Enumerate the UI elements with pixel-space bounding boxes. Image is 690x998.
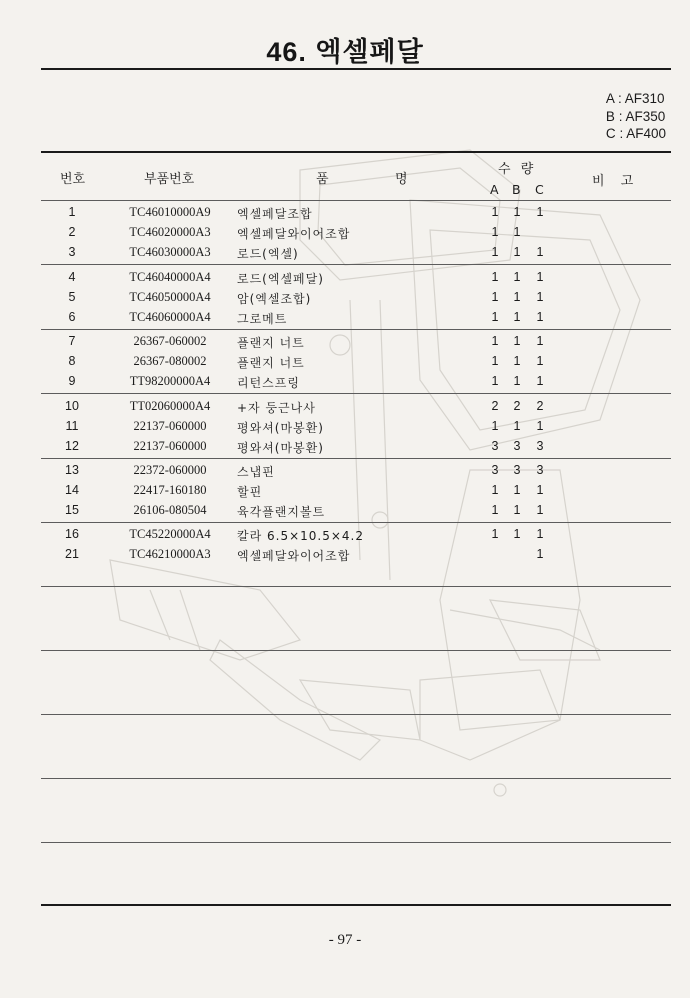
header-no: 번호	[60, 172, 86, 187]
header-qty-b: B	[512, 182, 521, 197]
table-row	[0, 225, 690, 245]
table-row	[0, 310, 690, 330]
part-number: TC46050000A4	[129, 290, 211, 304]
qty-b: 1	[513, 334, 521, 348]
part-name: +자 둥근나사	[237, 401, 316, 415]
qty-b: 1	[513, 205, 521, 219]
empty-row-divider	[41, 778, 671, 779]
qty-b: 1	[513, 374, 521, 388]
table-row	[0, 419, 690, 439]
page-title: 46. 엑셀페달	[266, 37, 424, 67]
part-number: 22137-060000	[133, 419, 207, 433]
part-name: 스냅핀	[237, 465, 275, 479]
qty-c: 1	[536, 483, 544, 497]
header-remark: 비 고	[592, 174, 640, 189]
qty-b: 1	[513, 419, 521, 433]
row-number: 16	[65, 527, 79, 541]
table-row	[0, 290, 690, 310]
table-row	[0, 334, 690, 354]
row-number: 7	[68, 334, 76, 348]
legend-key: A	[605, 91, 615, 106]
legend-sep: :	[618, 108, 623, 124]
qty-a: 1	[491, 270, 499, 284]
part-number: TC46030000A3	[129, 245, 211, 259]
table-bottom-rule	[41, 904, 671, 906]
table-row	[0, 245, 690, 265]
table-row	[0, 547, 690, 567]
table-top-rule	[41, 151, 671, 153]
part-name: 칼라 6.5×10.5×4.2	[237, 529, 364, 543]
part-name: 암(엑셀조합)	[237, 292, 312, 306]
table-row	[0, 527, 690, 547]
qty-b: 1	[513, 310, 521, 324]
part-name: 할핀	[237, 485, 263, 499]
row-number: 11	[65, 419, 79, 433]
row-number: 6	[68, 310, 76, 324]
qty-a: 2	[491, 399, 499, 413]
part-name: 평와셔(마봉환)	[237, 421, 324, 435]
part-name: 엑셀페달조합	[237, 207, 313, 221]
part-number: 22372-060000	[133, 463, 207, 477]
table-row	[0, 205, 690, 225]
header-name-2: 명	[395, 172, 408, 187]
qty-c: 1	[536, 270, 544, 284]
row-number: 21	[65, 547, 79, 561]
part-number: 22417-160180	[133, 483, 207, 497]
part-number: 22137-060000	[133, 439, 207, 453]
part-name: 로드(엑셀페달)	[237, 272, 324, 286]
qty-b: 3	[513, 439, 521, 453]
row-number: 8	[68, 354, 76, 368]
empty-row-divider	[41, 842, 671, 843]
legend-sep: :	[619, 126, 624, 141]
part-name: 엑셀페달와이어조합	[237, 549, 351, 563]
qty-c: 1	[536, 334, 544, 348]
part-name: 로드(엑셀)	[237, 247, 299, 261]
qty-c: 1	[536, 245, 544, 259]
legend-row-c	[606, 125, 666, 143]
qty-b: 1	[513, 270, 521, 284]
qty-a: 1	[491, 334, 499, 348]
legend-key: B	[605, 108, 615, 124]
part-number: TT02060000A4	[129, 399, 211, 413]
qty-c: 1	[536, 290, 544, 304]
table-row	[0, 483, 690, 503]
qty-a: 1	[491, 503, 499, 517]
table-row	[0, 354, 690, 374]
part-name: 플랜지 너트	[237, 356, 305, 370]
qty-a: 3	[491, 439, 499, 453]
part-name: 플랜지 너트	[237, 336, 305, 350]
qty-a: 1	[491, 527, 499, 541]
row-number: 15	[65, 503, 79, 517]
qty-a: 1	[491, 290, 499, 304]
part-number: TC45220000A4	[129, 527, 211, 541]
qty-a: 1	[491, 419, 499, 433]
qty-a: 1	[491, 483, 499, 497]
qty-b: 1	[513, 527, 521, 541]
legend-model: AF310	[624, 91, 665, 106]
legend-sep: :	[617, 91, 622, 106]
row-number: 3	[68, 245, 76, 259]
legend-row-a	[606, 90, 666, 108]
qty-b: 3	[513, 463, 521, 477]
qty-c: 2	[536, 399, 544, 413]
header-bottom-rule	[41, 200, 671, 201]
qty-c: 1	[536, 354, 544, 368]
qty-b: 1	[513, 290, 521, 304]
page-number: - 97 -	[328, 932, 362, 948]
part-name: 그로메트	[237, 312, 288, 326]
qty-c: 1	[536, 374, 544, 388]
qty-b: 1	[513, 225, 521, 239]
table-row	[0, 399, 690, 419]
row-number: 13	[65, 463, 79, 477]
qty-c: 3	[536, 439, 544, 453]
qty-b: 1	[513, 354, 521, 368]
part-name: 리턴스프링	[237, 376, 300, 390]
header-qty: 수 량	[498, 162, 537, 177]
qty-c: 1	[536, 547, 544, 561]
qty-a: 1	[491, 205, 499, 219]
row-number: 10	[65, 399, 79, 413]
header-qty-a: A	[490, 182, 499, 197]
qty-a: 1	[491, 310, 499, 324]
row-number: 9	[68, 374, 76, 388]
table-row	[0, 503, 690, 523]
part-number: TC46010000A9	[129, 205, 211, 219]
qty-c: 1	[536, 503, 544, 517]
empty-row-divider	[41, 650, 671, 651]
legend-row-b	[606, 108, 666, 126]
part-number: 26106-080504	[133, 503, 207, 517]
part-number: TT98200000A4	[129, 374, 211, 388]
qty-b: 1	[513, 483, 521, 497]
qty-b: 1	[513, 503, 521, 517]
legend-key: C	[605, 126, 616, 141]
part-number: TC46020000A3	[129, 225, 211, 239]
empty-row-divider	[41, 586, 671, 587]
qty-a: 1	[491, 354, 499, 368]
qty-c: 1	[536, 310, 544, 324]
row-number: 2	[68, 225, 76, 239]
part-name: 엑셀페달와이어조합	[237, 227, 351, 241]
qty-b: 2	[513, 399, 521, 413]
empty-row-divider	[41, 714, 671, 715]
part-number: TC46040000A4	[129, 270, 211, 284]
part-name: 평와셔(마봉환)	[237, 441, 324, 455]
qty-a: 1	[491, 245, 499, 259]
qty-c: 1	[536, 527, 544, 541]
part-number: TC46210000A3	[129, 547, 211, 561]
legend-model: AF400	[626, 126, 666, 141]
part-name: 육각플랜지볼트	[237, 505, 326, 519]
model-legend	[606, 90, 666, 143]
qty-c: 1	[536, 205, 544, 219]
row-number: 12	[65, 439, 79, 453]
row-number: 1	[68, 205, 76, 219]
row-number: 5	[68, 290, 76, 304]
legend-model: AF350	[625, 108, 666, 124]
table-row	[0, 270, 690, 290]
row-number: 14	[65, 483, 79, 497]
row-number: 4	[68, 270, 76, 284]
title-rule	[41, 68, 671, 70]
table-row	[0, 463, 690, 483]
part-number: 26367-060002	[133, 334, 207, 348]
qty-a: 1	[491, 225, 499, 239]
header-qty-c: C	[535, 182, 544, 197]
table-row	[0, 439, 690, 459]
qty-a: 3	[491, 463, 499, 477]
qty-a: 1	[491, 374, 499, 388]
header-part-no: 부품번호	[144, 172, 195, 187]
qty-c: 3	[536, 463, 544, 477]
table-row	[0, 374, 690, 394]
part-number: 26367-080002	[133, 354, 207, 368]
header-name-1: 품	[316, 172, 329, 187]
part-number: TC46060000A4	[129, 310, 211, 324]
qty-b: 1	[513, 245, 521, 259]
qty-c: 1	[536, 419, 544, 433]
